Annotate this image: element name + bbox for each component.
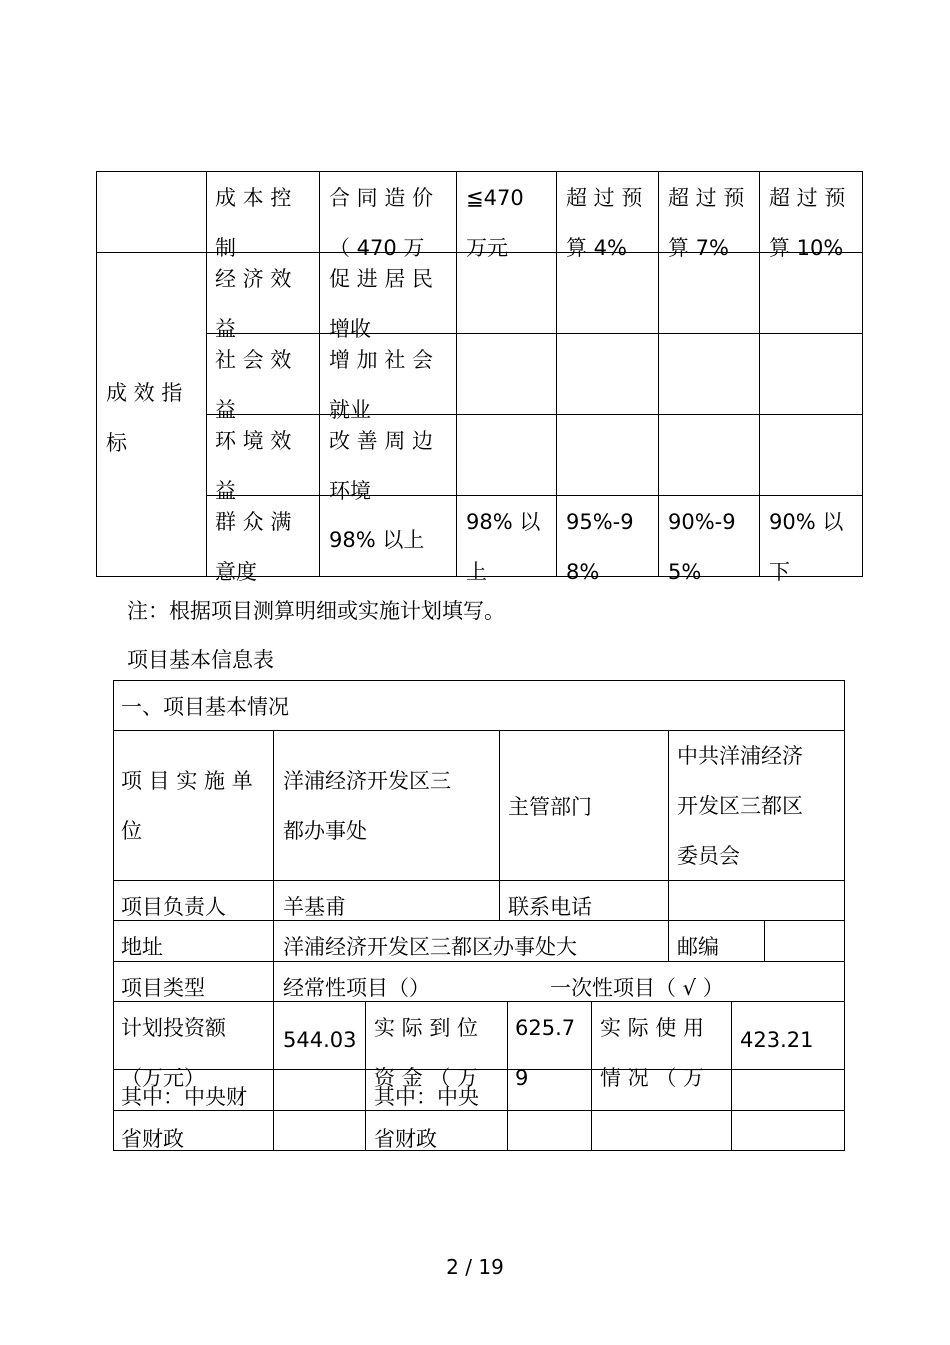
row0-target-2: （ 470 万 xyxy=(329,236,425,260)
row4-c4-2: 下 xyxy=(769,560,790,584)
dept-value-3: 委员会 xyxy=(677,844,740,868)
central-label: 其中：中央财 xyxy=(121,1085,247,1109)
page-number: 2 / 19 xyxy=(446,1255,504,1279)
row0-sub-2: 制 xyxy=(215,236,236,260)
address-value: 洋浦经济开发区三都区办事处大 xyxy=(283,935,577,959)
row1-target-1: 促 进 居 民 xyxy=(329,267,434,291)
row4-c2-1: 95%-9 xyxy=(566,510,634,534)
impl-unit-value-2: 都办事处 xyxy=(283,819,367,843)
row3-target-2: 环境 xyxy=(329,479,371,503)
row3-sub-2: 益 xyxy=(215,479,236,503)
row3-target-1: 改 善 周 边 xyxy=(329,429,434,453)
group-label-line2: 标 xyxy=(106,431,127,455)
actual-value-2: 9 xyxy=(515,1066,529,1090)
row2-target-1: 增 加 社 会 xyxy=(329,348,434,372)
phone-label: 联系电话 xyxy=(508,895,592,919)
impl-unit-value-1: 洋浦经济开发区三 xyxy=(283,769,451,793)
row4-c1-1: 98% 以 xyxy=(466,510,541,534)
plan-value: 544.03 xyxy=(283,1028,357,1052)
impl-unit-label-1: 项 目 实 施 单 xyxy=(121,769,253,793)
row0-c3-2: 算 7% xyxy=(668,236,729,260)
used-label-1: 实 际 使 用 xyxy=(600,1016,705,1040)
row2-target-2: 就业 xyxy=(329,398,371,422)
table2-title: 项目基本信息表 xyxy=(127,648,274,672)
group-label-line1: 成 效 指 xyxy=(106,381,183,405)
row0-target-1: 合 同 造 价 xyxy=(329,186,434,210)
row4-c4-1: 90% 以 xyxy=(769,510,844,534)
actual-label-2: 资 金 （ 万 xyxy=(374,1066,479,1090)
row1-target-2: 增收 xyxy=(329,317,371,341)
province-label: 省财政 xyxy=(121,1127,184,1151)
used-value: 423.21 xyxy=(740,1028,814,1052)
dept-label: 主管部门 xyxy=(508,795,592,819)
row0-sub-1: 成 本 控 xyxy=(215,186,292,210)
zip-label: 邮编 xyxy=(677,935,719,959)
plan-label-1: 计划投资额 xyxy=(121,1016,226,1040)
row2-sub-1: 社 会 效 xyxy=(215,348,292,372)
type-once: 一次性项目（ √ ） xyxy=(550,976,724,1000)
actual-label-1: 实 际 到 位 xyxy=(374,1016,479,1040)
row1-sub-1: 经 济 效 xyxy=(215,267,292,291)
type-regular: 经常性项目（） xyxy=(283,976,430,1000)
row0-c2-1: 超 过 预 xyxy=(566,186,643,210)
section-header: 一、项目基本情况 xyxy=(121,695,289,719)
leader-label: 项目负责人 xyxy=(121,895,226,919)
row2-sub-2: 益 xyxy=(215,398,236,422)
used-label-2: 情 况 （ 万 xyxy=(600,1066,705,1090)
dept-value-1: 中共洋浦经济 xyxy=(677,744,803,768)
row0-c2-2: 算 4% xyxy=(566,236,627,260)
row0-c4-2: 算 10% xyxy=(769,236,844,260)
impl-unit-label-2: 位 xyxy=(121,819,142,843)
row0-c1-1: ≦470 xyxy=(466,186,524,210)
actual-value-1: 625.7 xyxy=(515,1016,576,1040)
row4-sub-1: 群 众 满 xyxy=(215,510,292,534)
dept-value-2: 开发区三都区 xyxy=(677,794,803,818)
type-label: 项目类型 xyxy=(121,976,205,1000)
row4-c3-2: 5% xyxy=(668,560,702,584)
row0-c3-1: 超 过 预 xyxy=(668,186,745,210)
address-label: 地址 xyxy=(121,935,163,959)
row4-sub-2: 意度 xyxy=(215,560,257,584)
row4-c2-2: 8% xyxy=(566,560,600,584)
table-note: 注：根据项目测算明细或实施计划填写。 xyxy=(127,599,505,623)
row1-sub-2: 益 xyxy=(215,317,236,341)
row4-target: 98% 以上 xyxy=(329,528,425,552)
row4-c1-2: 上 xyxy=(466,560,487,584)
central-label-2: 其中：中央 xyxy=(374,1085,479,1109)
row0-c1-2: 万元 xyxy=(466,236,508,260)
row3-sub-1: 环 境 效 xyxy=(215,429,292,453)
row0-c4-1: 超 过 预 xyxy=(769,186,846,210)
leader-value: 羊基甫 xyxy=(283,895,346,919)
province-label-2: 省财政 xyxy=(374,1127,437,1151)
row4-c3-1: 90%-9 xyxy=(668,510,736,534)
plan-label-2: （万元） xyxy=(121,1066,205,1090)
